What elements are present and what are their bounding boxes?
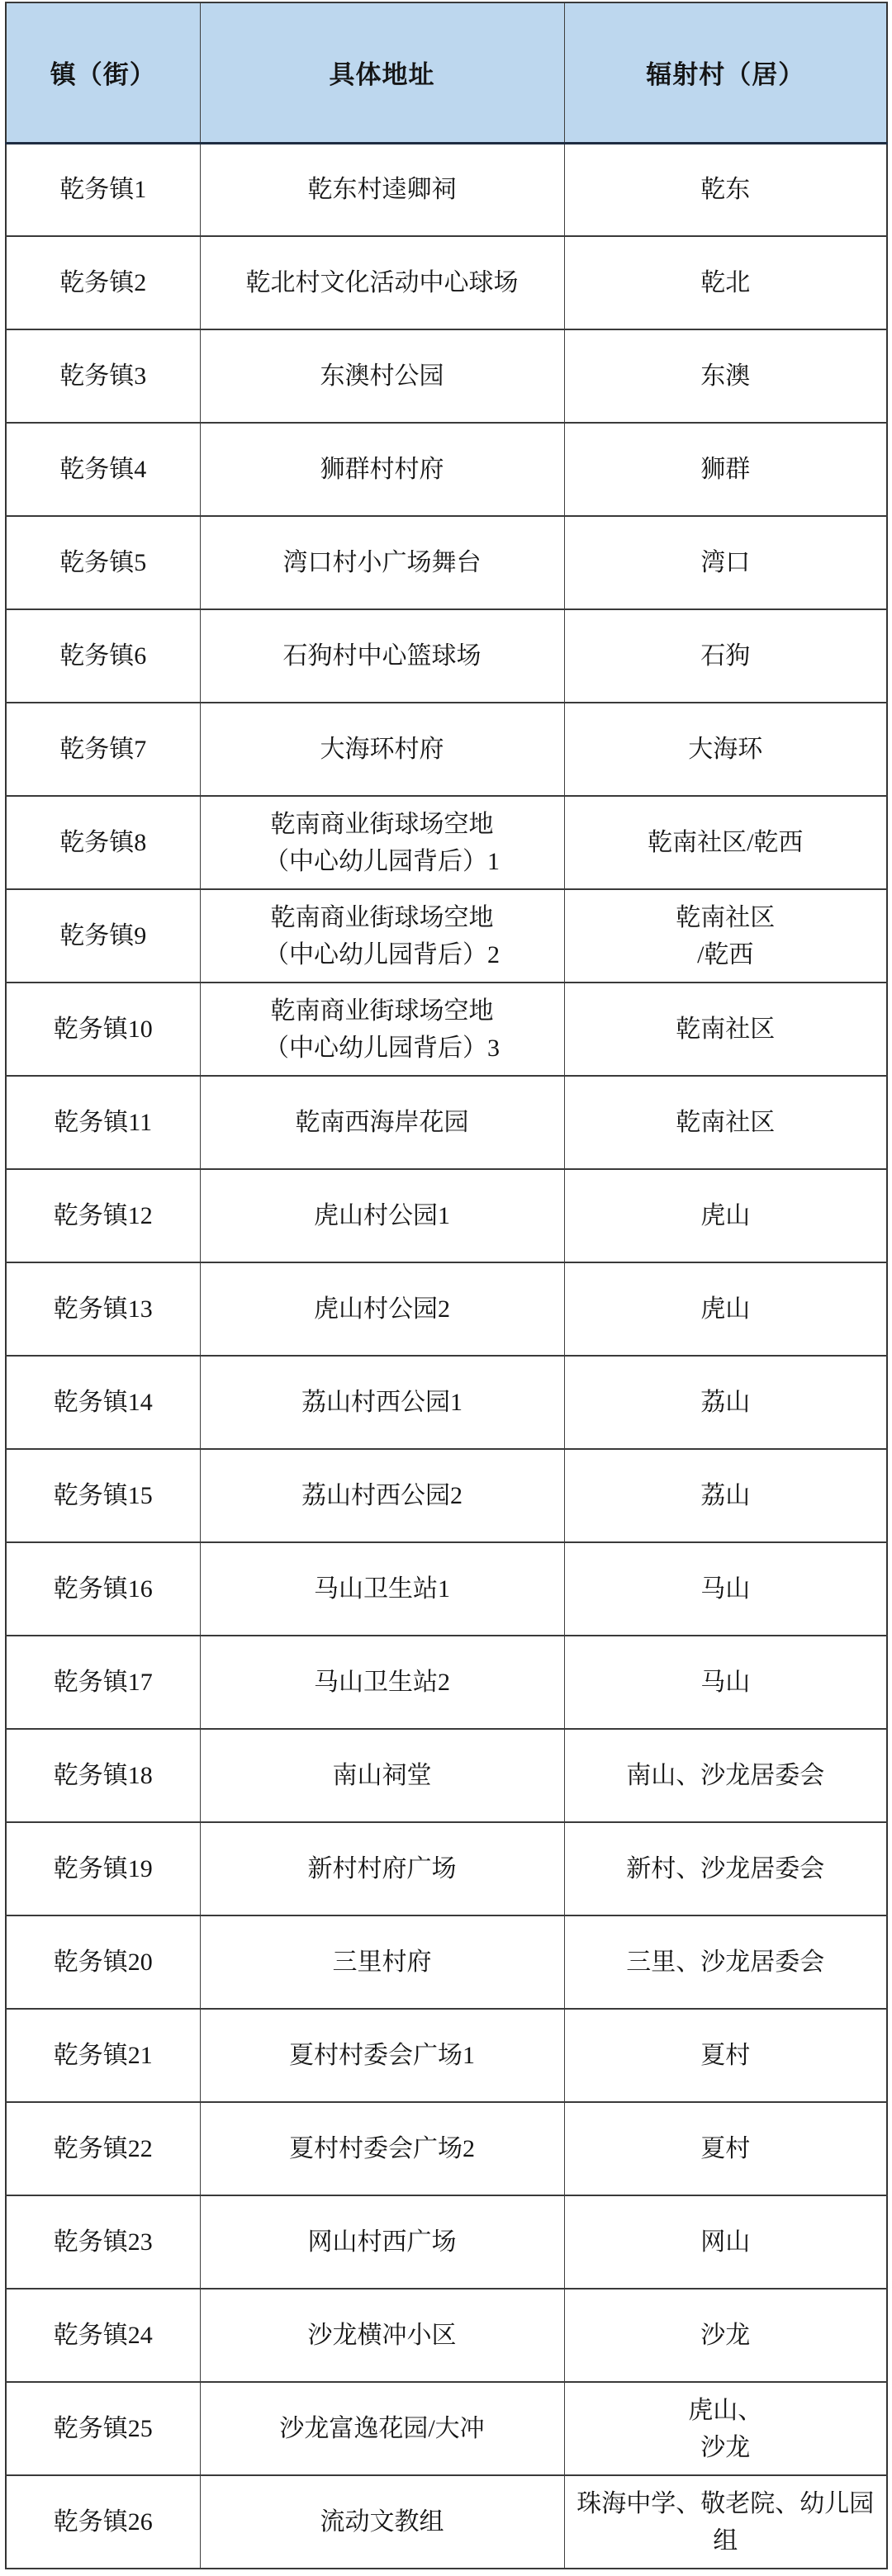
table-row bbox=[6, 2102, 887, 2195]
table-row bbox=[6, 2475, 887, 2569]
cell-address: 虎山村公园2 bbox=[200, 1262, 564, 1356]
cell-village: 虎山 bbox=[564, 1169, 887, 1262]
table-row bbox=[6, 1636, 887, 1729]
table-row bbox=[6, 2289, 887, 2382]
cell-address: 乾南西海岸花园 bbox=[200, 1076, 564, 1169]
cell-village: 乾南社区/乾西 bbox=[564, 796, 887, 889]
cell-address: 流动文教组 bbox=[200, 2475, 564, 2569]
col-header-village: 辐射村（居） bbox=[564, 2, 887, 143]
cell-town: 乾务镇23 bbox=[6, 2195, 200, 2289]
table-row bbox=[6, 1822, 887, 1915]
cell-address: 马山卫生站1 bbox=[200, 1542, 564, 1636]
cell-town: 乾务镇26 bbox=[6, 2475, 200, 2569]
cell-address: 大海环村府 bbox=[200, 703, 564, 796]
table-row bbox=[6, 1729, 887, 1822]
cell-address: 乾南商业街球场空地 （中心幼儿园背后）3 bbox=[200, 983, 564, 1076]
cell-town: 乾务镇10 bbox=[6, 983, 200, 1076]
cell-village: 虎山、 沙龙 bbox=[564, 2382, 887, 2475]
cell-village: 狮群 bbox=[564, 423, 887, 516]
cell-address: 夏村村委会广场2 bbox=[200, 2102, 564, 2195]
cell-town: 乾务镇13 bbox=[6, 1262, 200, 1356]
cell-town: 乾务镇5 bbox=[6, 516, 200, 609]
cell-village: 沙龙 bbox=[564, 2289, 887, 2382]
schedule-table bbox=[5, 2, 888, 2569]
cell-address: 荔山村西公园2 bbox=[200, 1449, 564, 1542]
col-header-address: 具体地址 bbox=[200, 2, 564, 143]
cell-address: 网山村西广场 bbox=[200, 2195, 564, 2289]
table-row bbox=[6, 2195, 887, 2289]
cell-town: 乾务镇11 bbox=[6, 1076, 200, 1169]
cell-town: 乾务镇21 bbox=[6, 2009, 200, 2102]
cell-address: 东澳村公园 bbox=[200, 329, 564, 423]
cell-town: 乾务镇6 bbox=[6, 609, 200, 703]
table-row bbox=[6, 1076, 887, 1169]
cell-address: 乾南商业街球场空地 （中心幼儿园背后）2 bbox=[200, 889, 564, 983]
cell-village: 网山 bbox=[564, 2195, 887, 2289]
cell-town: 乾务镇8 bbox=[6, 796, 200, 889]
cell-village: 马山 bbox=[564, 1636, 887, 1729]
table-row bbox=[6, 1356, 887, 1449]
cell-address: 新村村府广场 bbox=[200, 1822, 564, 1915]
cell-town: 乾务镇22 bbox=[6, 2102, 200, 2195]
header-row bbox=[6, 2, 887, 143]
cell-village: 荔山 bbox=[564, 1356, 887, 1449]
cell-village: 夏村 bbox=[564, 2102, 887, 2195]
cell-address: 石狗村中心篮球场 bbox=[200, 609, 564, 703]
cell-address: 夏村村委会广场1 bbox=[200, 2009, 564, 2102]
table-row bbox=[6, 609, 887, 703]
cell-village: 石狗 bbox=[564, 609, 887, 703]
cell-village: 湾口 bbox=[564, 516, 887, 609]
table-row bbox=[6, 329, 887, 423]
cell-village: 荔山 bbox=[564, 1449, 887, 1542]
cell-address: 沙龙富逸花园/大冲 bbox=[200, 2382, 564, 2475]
cell-town: 乾务镇25 bbox=[6, 2382, 200, 2475]
cell-town: 乾务镇15 bbox=[6, 1449, 200, 1542]
table-row bbox=[6, 889, 887, 983]
table-row bbox=[6, 2382, 887, 2475]
table-row bbox=[6, 796, 887, 889]
cell-village: 乾南社区 bbox=[564, 983, 887, 1076]
cell-town: 乾务镇12 bbox=[6, 1169, 200, 1262]
table-row bbox=[6, 1915, 887, 2009]
cell-town: 乾务镇1 bbox=[6, 143, 200, 236]
cell-town: 乾务镇3 bbox=[6, 329, 200, 423]
cell-village: 乾南社区 bbox=[564, 1076, 887, 1169]
cell-address: 三里村府 bbox=[200, 1915, 564, 2009]
cell-village: 三里、沙龙居委会 bbox=[564, 1915, 887, 2009]
cell-address: 虎山村公园1 bbox=[200, 1169, 564, 1262]
cell-address: 乾南商业街球场空地 （中心幼儿园背后）1 bbox=[200, 796, 564, 889]
cell-address: 乾北村文化活动中心球场 bbox=[200, 236, 564, 329]
cell-village: 夏村 bbox=[564, 2009, 887, 2102]
table-row bbox=[6, 2009, 887, 2102]
cell-address: 沙龙横冲小区 bbox=[200, 2289, 564, 2382]
cell-village: 乾东 bbox=[564, 143, 887, 236]
table-row bbox=[6, 983, 887, 1076]
table-row bbox=[6, 1542, 887, 1636]
cell-town: 乾务镇9 bbox=[6, 889, 200, 983]
cell-address: 南山祠堂 bbox=[200, 1729, 564, 1822]
table-row bbox=[6, 236, 887, 329]
table-row bbox=[6, 143, 887, 236]
cell-address: 马山卫生站2 bbox=[200, 1636, 564, 1729]
table-row bbox=[6, 1262, 887, 1356]
table-row bbox=[6, 516, 887, 609]
col-header-town: 镇（街） bbox=[6, 2, 200, 143]
cell-address: 狮群村村府 bbox=[200, 423, 564, 516]
cell-town: 乾务镇17 bbox=[6, 1636, 200, 1729]
table-row bbox=[6, 423, 887, 516]
table-row bbox=[6, 1449, 887, 1542]
table-body bbox=[6, 143, 887, 2569]
cell-village: 珠海中学、敬老院、幼儿园组 bbox=[564, 2475, 887, 2569]
cell-town: 乾务镇14 bbox=[6, 1356, 200, 1449]
cell-address: 荔山村西公园1 bbox=[200, 1356, 564, 1449]
cell-village: 乾北 bbox=[564, 236, 887, 329]
cell-village: 乾南社区 /乾西 bbox=[564, 889, 887, 983]
cell-town: 乾务镇4 bbox=[6, 423, 200, 516]
cell-town: 乾务镇19 bbox=[6, 1822, 200, 1915]
table-row bbox=[6, 1169, 887, 1262]
cell-address: 湾口村小广场舞台 bbox=[200, 516, 564, 609]
cell-village: 新村、沙龙居委会 bbox=[564, 1822, 887, 1915]
cell-town: 乾务镇16 bbox=[6, 1542, 200, 1636]
cell-address: 乾东村逵卿祠 bbox=[200, 143, 564, 236]
cell-town: 乾务镇7 bbox=[6, 703, 200, 796]
table-row bbox=[6, 703, 887, 796]
cell-town: 乾务镇2 bbox=[6, 236, 200, 329]
cell-village: 马山 bbox=[564, 1542, 887, 1636]
cell-village: 东澳 bbox=[564, 329, 887, 423]
cell-town: 乾务镇18 bbox=[6, 1729, 200, 1822]
cell-village: 南山、沙龙居委会 bbox=[564, 1729, 887, 1822]
cell-town: 乾务镇24 bbox=[6, 2289, 200, 2382]
cell-town: 乾务镇20 bbox=[6, 1915, 200, 2009]
cell-village: 虎山 bbox=[564, 1262, 887, 1356]
cell-village: 大海环 bbox=[564, 703, 887, 796]
